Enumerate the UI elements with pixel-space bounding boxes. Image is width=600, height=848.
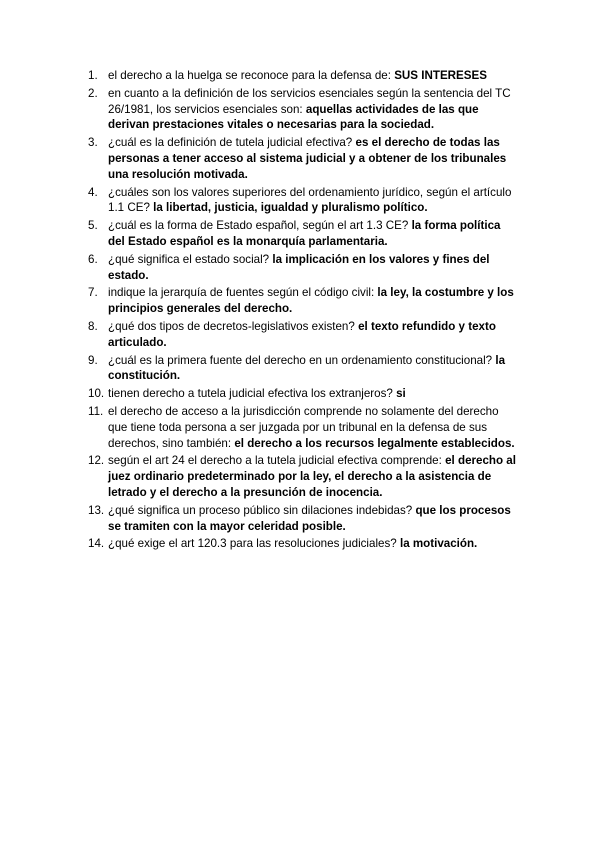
answer-text: si [396,387,406,401]
answer-text: SUS INTERESES [394,69,487,82]
item-number: 4. [88,185,98,199]
answer-text: la ley, la costumbre y los principios generales del derecho. [108,286,514,316]
list-item [88,285,518,317]
list-item [88,453,518,500]
list-item [88,68,518,84]
list-item [88,185,518,217]
list-item [88,252,518,284]
question-text: ¿cuál es la primera fuente del derecho en un ordenamiento constitucional? [108,353,493,367]
question-text: tienen derecho a tutela judicial efectiva los extranjeros? [108,387,393,401]
question-text: ¿qué significa un proceso público sin dilaciones indebidas? [108,503,413,517]
list-item [88,503,518,535]
item-number: 14. [88,537,105,551]
item-number: 5. [88,219,98,233]
item-number: 13. [88,503,105,517]
item-number: 8. [88,319,98,333]
list-item [88,135,518,182]
question-text: ¿qué exige el art 120.3 para las resoluciones judiciales? [108,537,397,551]
answer-text: el texto refundido y texto articulado. [108,319,496,349]
answer-text: la motivación. [399,537,478,551]
list-item [88,404,518,451]
answer-text: la implicación en los valores y fines del estado. [108,252,490,282]
item-number: 9. [88,353,98,367]
list-item [88,536,518,552]
answer-text: la constitución. [108,353,506,383]
list-item [88,353,518,385]
item-number: 11. [88,404,104,418]
answer-text: el derecho a los recursos legalmente establecidos. [234,436,515,450]
item-number: 7. [88,286,98,300]
list-item [88,86,518,133]
item-number: 6. [88,252,98,266]
answer-text: que los procesos se tramiten con la mayor celeridad posible. [108,503,511,533]
question-text: ¿qué dos tipos de decretos-legislativos existen? [108,319,355,333]
item-number: 1. [88,69,98,82]
question-text: ¿cuáles son los valores superiores del ordenamiento jurídico, según el artículo 1.1 CE? [108,185,512,215]
item-number: 2. [88,86,98,100]
list-item [88,218,518,250]
answer-text: la forma política del Estado español es la monarquía parlamentaria. [108,219,501,248]
question-text: en cuanto a la definición de los servicios esenciales según la sentencia del TC 26/1981, los servicios esenciales son: [108,86,511,116]
item-number: 10. [88,387,105,401]
question-text: ¿qué significa el estado social? [108,252,270,266]
answer-text: el derecho al juez ordinario predeterminado por la ley, el derecho a la asistencia de letrado y el derecho a la presunción de inocencia. [108,454,516,499]
question-text: según el art 24 el derecho a la tutela judicial efectiva comprende: [108,454,442,468]
question-text: el derecho de acceso a la jurisdicción comprende no solamente del derecho que tiene toda persona a ser juzgada por un tribunal en la defensa de sus derechos, sino también: [108,404,499,450]
question-text: indique la jerarquía de fuentes según el código civil: [108,286,375,300]
answer-text: es el derecho de todas las personas a tener acceso al sistema judicial y a obtener de los tribunales una resolución motivada. [108,136,507,181]
answer-text: la libertad, justicia, igualdad y pluralismo político. [153,201,428,215]
list-item [88,386,518,402]
answer-text: aquellas actividades de las que derivan prestaciones vitales o necesarias para la sociedad. [108,102,479,132]
item-number: 12. [88,454,105,468]
question-answer-list [88,68,518,554]
question-text: ¿cuál es la definición de tutela judicial efectiva? [108,136,353,150]
question-text: ¿cuál es la forma de Estado español, según el art 1.3 CE? [108,219,409,233]
question-text: el derecho a la huelga se reconoce para la defensa de: [108,69,391,82]
item-number: 3. [88,136,98,150]
list-item [88,319,518,351]
